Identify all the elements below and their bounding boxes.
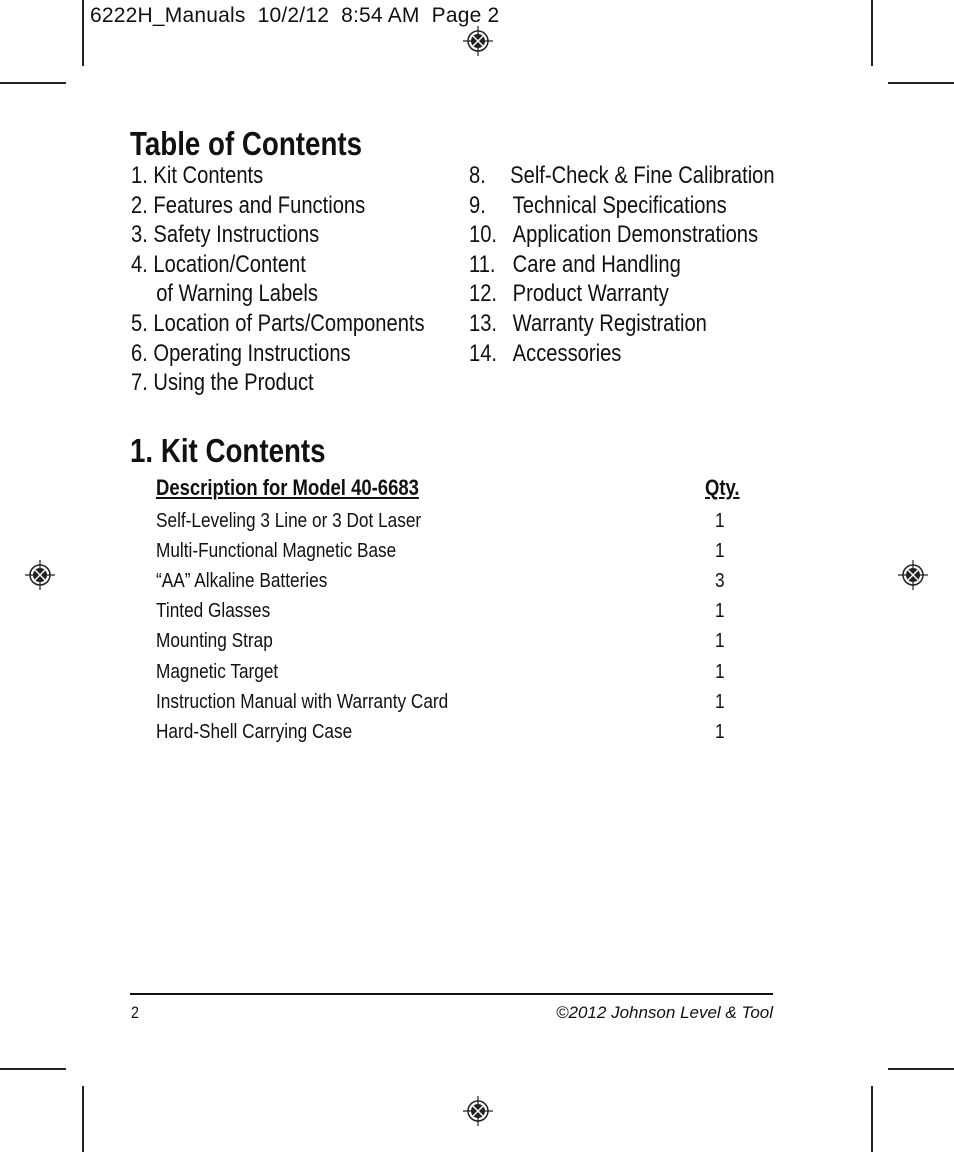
toc-entry[interactable]: 3. Safety Instructions bbox=[131, 221, 320, 249]
footer-rule bbox=[130, 993, 773, 995]
toc-entry-label: Product Warranty bbox=[512, 280, 669, 308]
toc-entry[interactable] bbox=[469, 339, 775, 369]
kit-item-qty: 1 bbox=[715, 509, 725, 532]
toc-entry-label: Warranty Registration bbox=[512, 309, 707, 337]
toc-entry-number: 13. bbox=[469, 309, 498, 337]
toc-entry[interactable]: 6. Operating Instructions bbox=[131, 339, 351, 367]
kit-item-qty: 1 bbox=[715, 599, 725, 622]
kit-item-qty: 1 bbox=[715, 629, 725, 652]
registration-target-icon bbox=[463, 1096, 493, 1126]
toc-entry-number: 11. bbox=[469, 250, 496, 278]
toc-entry-label: Technical Specifications bbox=[512, 191, 727, 219]
toc-entry[interactable]: 2. Features and Functions bbox=[131, 191, 366, 219]
crop-mark-bottom-left-vertical bbox=[82, 1086, 84, 1152]
kit-item-description: “AA” Alkaline Batteries bbox=[156, 569, 328, 592]
toc-entry-label: Accessories bbox=[512, 339, 622, 367]
toc-entry[interactable] bbox=[469, 250, 775, 280]
kit-item-qty: 1 bbox=[715, 690, 725, 713]
crop-mark-bottom-right-horizontal bbox=[888, 1068, 954, 1070]
column-header-description: Description for Model 40-6683 bbox=[156, 475, 419, 500]
printer-slug: 6222H_Manuals 10/2/12 8:54 AM Page 2 bbox=[90, 4, 500, 27]
page-number: 2 bbox=[131, 1003, 139, 1022]
toc-entry-number: 10. bbox=[469, 221, 498, 249]
section-title-kit-contents: 1. Kit Contents bbox=[130, 432, 326, 469]
column-header-qty: Qty. bbox=[705, 475, 740, 500]
registration-target-icon bbox=[898, 560, 928, 590]
crop-mark-top-right-vertical bbox=[871, 0, 873, 66]
crop-mark-bottom-left-horizontal bbox=[0, 1068, 66, 1070]
toc-entry[interactable] bbox=[469, 309, 775, 339]
toc-entry-label: Care and Handling bbox=[512, 250, 681, 278]
kit-item-description: Magnetic Target bbox=[156, 660, 279, 683]
kit-item-qty: 3 bbox=[715, 569, 725, 592]
kit-item-description: Hard-Shell Carrying Case bbox=[156, 720, 353, 743]
toc-entry-number: 14. bbox=[469, 339, 498, 367]
kit-item-description: Self-Leveling 3 Line or 3 Dot Laser bbox=[156, 509, 422, 532]
toc-entry[interactable]: 7. Using the Product bbox=[131, 369, 314, 397]
toc-entry-number: 9. bbox=[469, 191, 486, 219]
toc-entry[interactable] bbox=[469, 220, 775, 250]
toc-entry-number: 12. bbox=[469, 280, 498, 308]
toc-entry-label: Self-Check & Fine Calibration bbox=[510, 162, 775, 189]
crop-mark-top-left-vertical bbox=[82, 0, 84, 66]
registration-target-icon bbox=[463, 26, 493, 56]
kit-item-qty: 1 bbox=[715, 660, 725, 683]
copyright-notice: ©2012 Johnson Level & Tool bbox=[556, 1003, 773, 1022]
crop-mark-top-left-horizontal bbox=[0, 82, 66, 84]
toc-entry[interactable]: 4. Location/Content bbox=[131, 250, 306, 278]
toc-entry[interactable]: 1. Kit Contents bbox=[131, 162, 264, 189]
toc-entry-number: 8. bbox=[469, 162, 486, 189]
toc-entry[interactable] bbox=[469, 191, 775, 221]
crop-mark-top-right-horizontal bbox=[888, 82, 954, 84]
kit-item-description: Mounting Strap bbox=[156, 629, 273, 652]
toc-entry[interactable]: 5. Location of Parts/Components bbox=[131, 309, 425, 337]
toc-entry-label: Application Demonstrations bbox=[512, 221, 759, 249]
toc-entry[interactable] bbox=[469, 279, 775, 309]
crop-mark-bottom-right-vertical bbox=[871, 1086, 873, 1152]
toc-entry[interactable] bbox=[469, 161, 775, 191]
kit-item-description: Multi-Functional Magnetic Base bbox=[156, 539, 397, 562]
toc-right-column bbox=[469, 161, 775, 368]
kit-item-qty: 1 bbox=[715, 539, 725, 562]
kit-item-description: Instruction Manual with Warranty Card bbox=[156, 690, 449, 713]
toc-title: Table of Contents bbox=[130, 125, 363, 162]
kit-item-description: Tinted Glasses bbox=[156, 599, 271, 622]
toc-entry-continuation[interactable]: of Warning Labels bbox=[156, 280, 318, 308]
toc-left-column bbox=[131, 161, 425, 398]
registration-target-icon bbox=[25, 560, 55, 590]
kit-item-qty: 1 bbox=[715, 720, 725, 743]
